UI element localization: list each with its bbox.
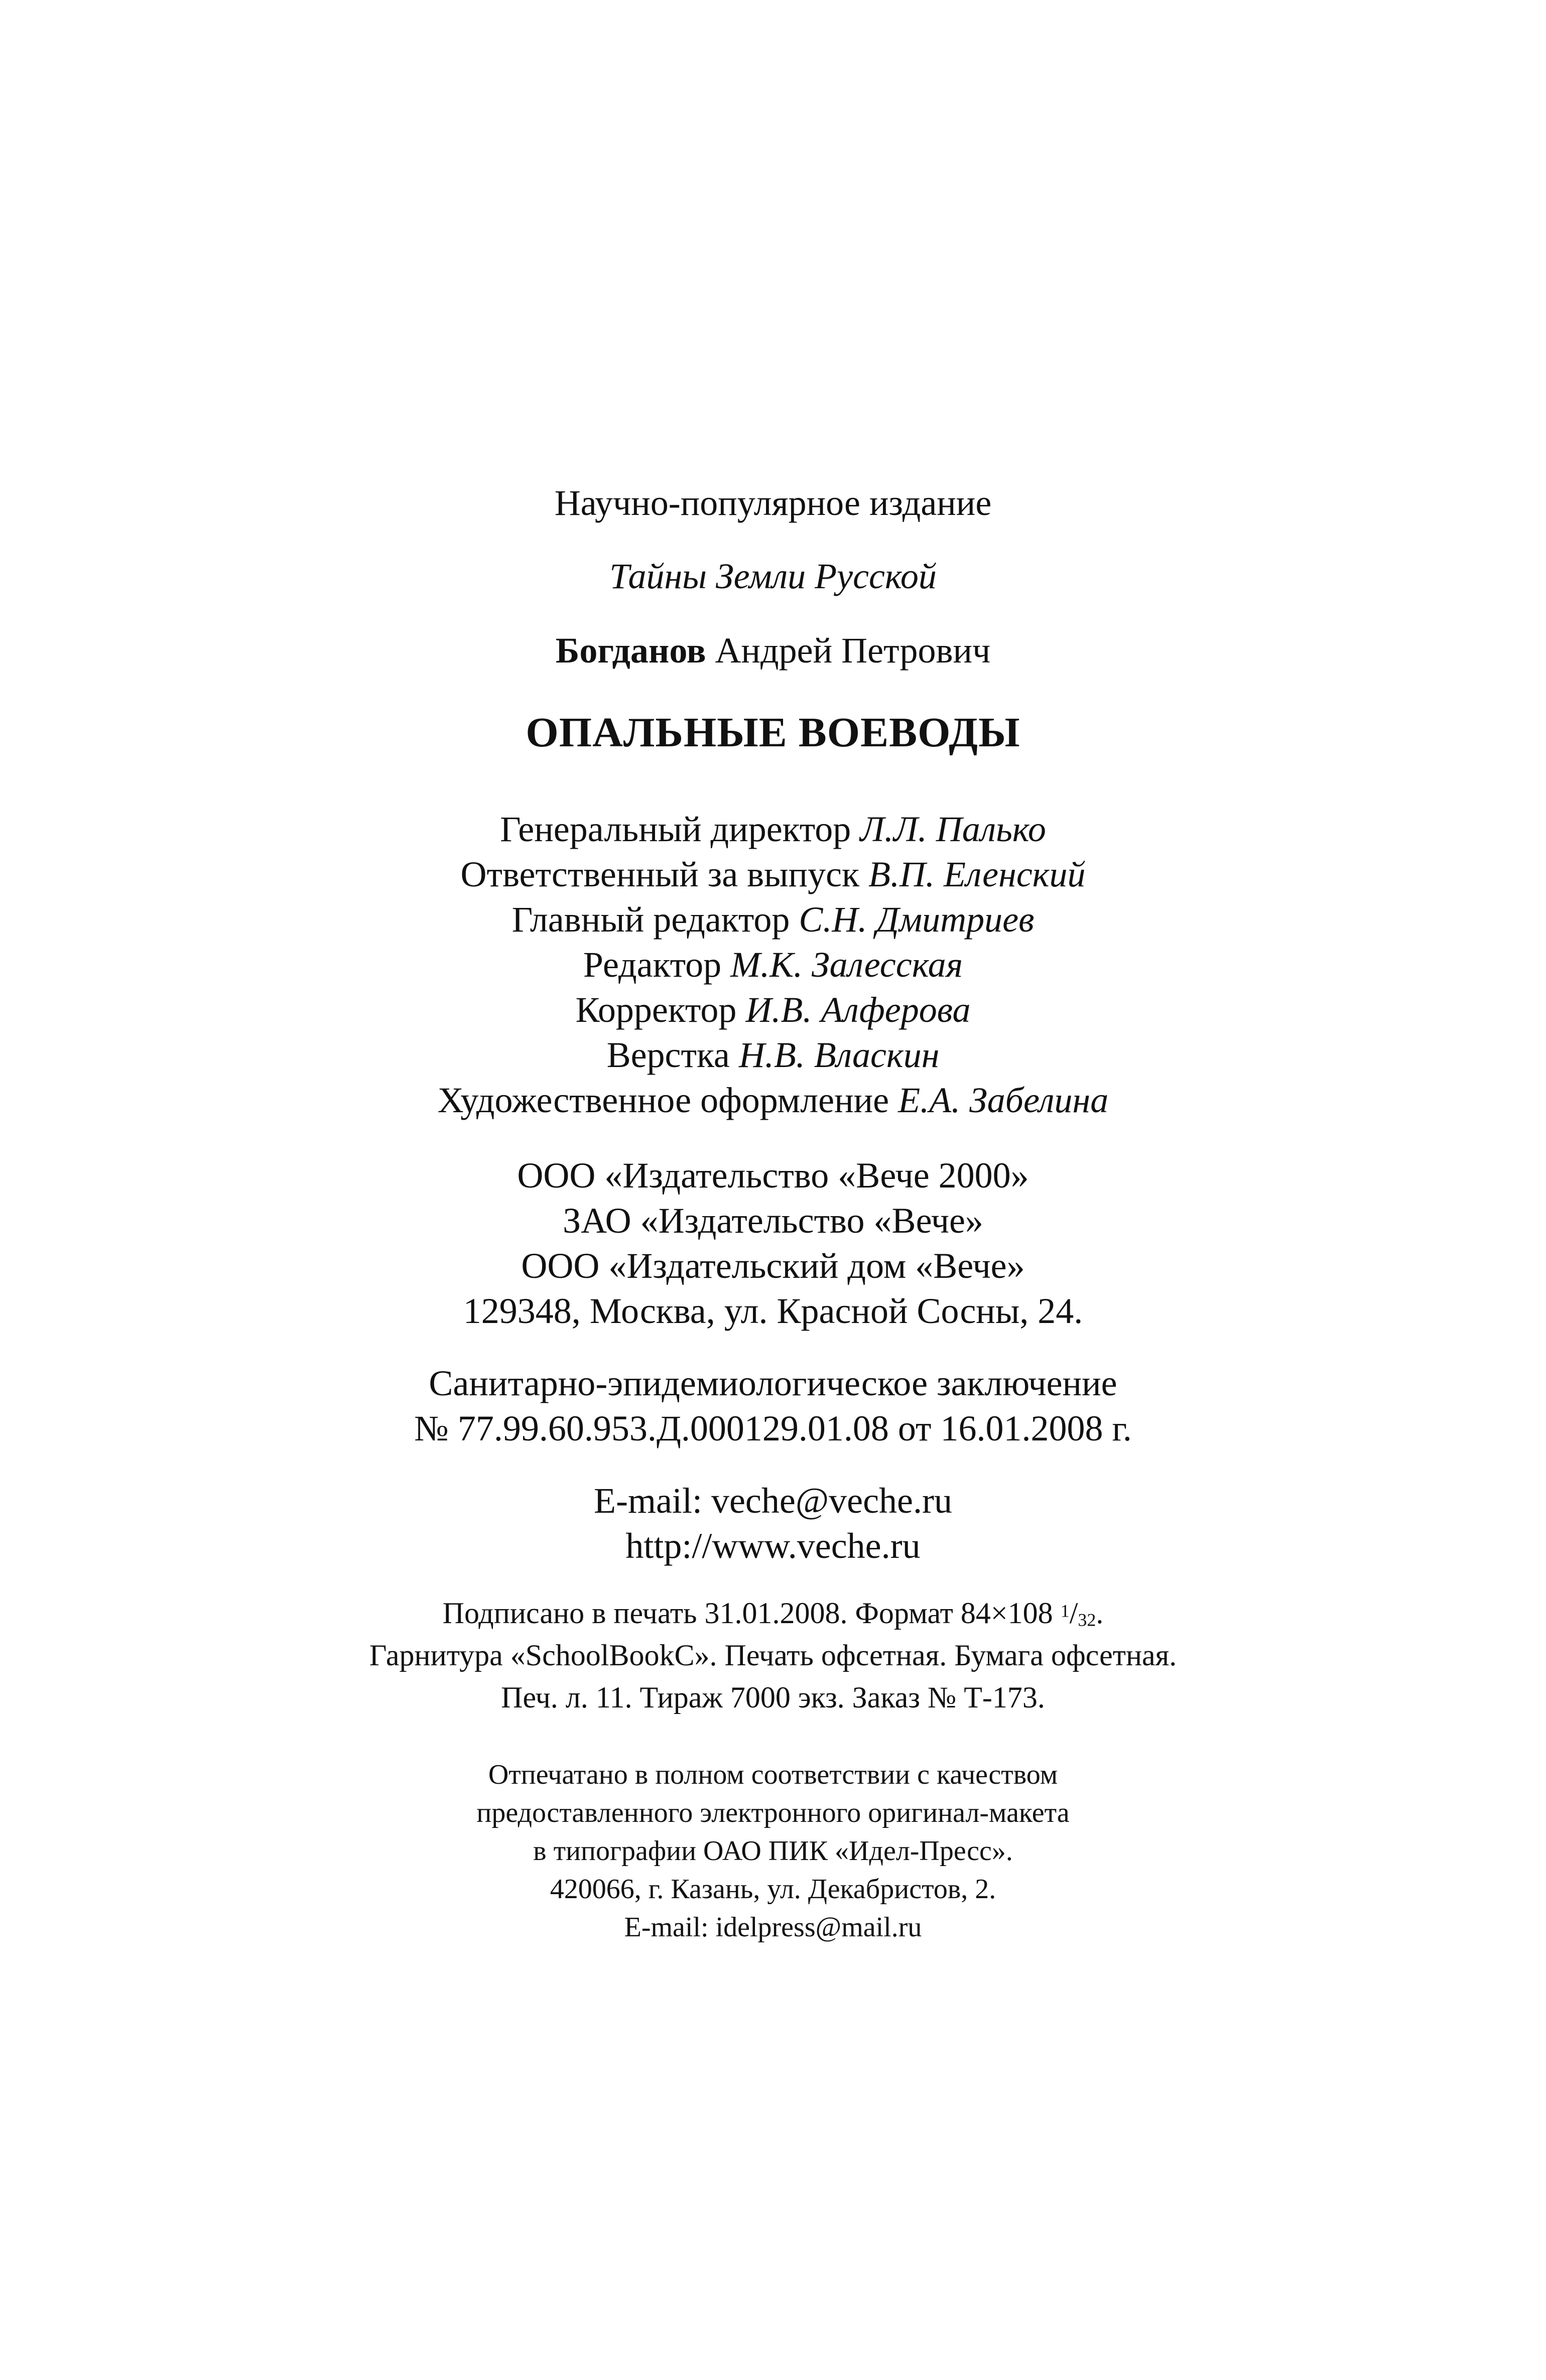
publisher-line: ООО «Издательский дом «Вече» <box>521 1246 1025 1286</box>
credit-role: Корректор <box>575 990 737 1030</box>
credit-name: М.К. Залесская <box>730 945 963 985</box>
credit-role: Ответственный за выпуск <box>460 854 860 894</box>
series-name: Тайны Земли Русской <box>609 556 937 596</box>
printer-address: 420066, г. Казань, ул. Декабристов, 2. <box>550 1874 996 1905</box>
printer-line: в типографии ОАО ПИК «Идел-Пресс». <box>533 1835 1013 1867</box>
sanitary-number: № 77.99.60.953.Д.000129.01.08 от 16.01.2008 г. <box>414 1408 1132 1448</box>
printer-line: предоставленного электронного оригинал-макета <box>476 1797 1070 1828</box>
credit-line <box>0 1037 1546 1073</box>
print-typeface: Гарнитура «SchoolBookC». Печать офсетная. Бумага офсетная. <box>369 1639 1177 1672</box>
credit-name: В.П. Еленский <box>868 854 1086 894</box>
credit-name: С.Н. Дмитриев <box>799 899 1035 940</box>
publisher-line: ООО «Издательство «Вече 2000» <box>517 1155 1029 1196</box>
credit-name: Л.Л. Палько <box>860 809 1046 849</box>
credit-role: Редактор <box>583 945 722 985</box>
book-title: ОПАЛЬНЫЕ ВОЕВОДЫ <box>526 709 1020 756</box>
print-signed-text: Подписано в печать 31.01.2008. Формат 84×108 <box>442 1597 1061 1630</box>
publisher-line: ЗАО «Издательство «Вече» <box>563 1201 983 1241</box>
contact-email: E-mail: veche@veche.ru <box>594 1481 952 1521</box>
series-type: Научно-популярное издание <box>554 483 992 523</box>
credit-line <box>0 947 1546 983</box>
credit-name: И.В. Алферова <box>745 990 971 1030</box>
credit-line <box>0 992 1546 1028</box>
credit-role: Генеральный директор <box>500 809 851 849</box>
author-surname: Богданов <box>555 630 706 671</box>
credit-line <box>0 811 1546 847</box>
printer-email: E-mail: idelpress@mail.ru <box>624 1912 922 1943</box>
credit-line <box>0 901 1546 938</box>
credit-name: Н.В. Власкин <box>738 1035 940 1075</box>
credit-role: Верстка <box>606 1035 730 1075</box>
credit-line <box>0 1082 1546 1118</box>
author-line <box>0 632 1546 669</box>
credit-role: Художественное оформление <box>437 1080 889 1120</box>
printer-line: Отпечатано в полном соответствии с качеством <box>488 1759 1058 1790</box>
print-signed-suffix: . <box>1096 1597 1104 1630</box>
print-signed-format: Подписано в печать 31.01.2008. Формат 84×108 $^1$/32. <box>442 1597 1104 1630</box>
credit-role: Главный редактор <box>511 899 790 940</box>
author-name: Андрей Петрович <box>715 630 991 671</box>
format-fraction-denominator: 32 <box>1078 1610 1096 1630</box>
credit-line <box>0 856 1546 892</box>
contact-website: http://www.veche.ru <box>625 1526 921 1566</box>
credit-name: Е.А. Забелина <box>898 1080 1109 1120</box>
sanitary-conclusion: Санитарно-эпидемиологическое заключение <box>429 1363 1117 1403</box>
format-fraction-numerator: 1 <box>1060 1601 1070 1621</box>
publisher-address: 129348, Москва, ул. Красной Сосны, 24. <box>463 1291 1083 1331</box>
print-run: Печ. л. 11. Тираж 7000 экз. Заказ № Т-173. <box>501 1681 1045 1714</box>
